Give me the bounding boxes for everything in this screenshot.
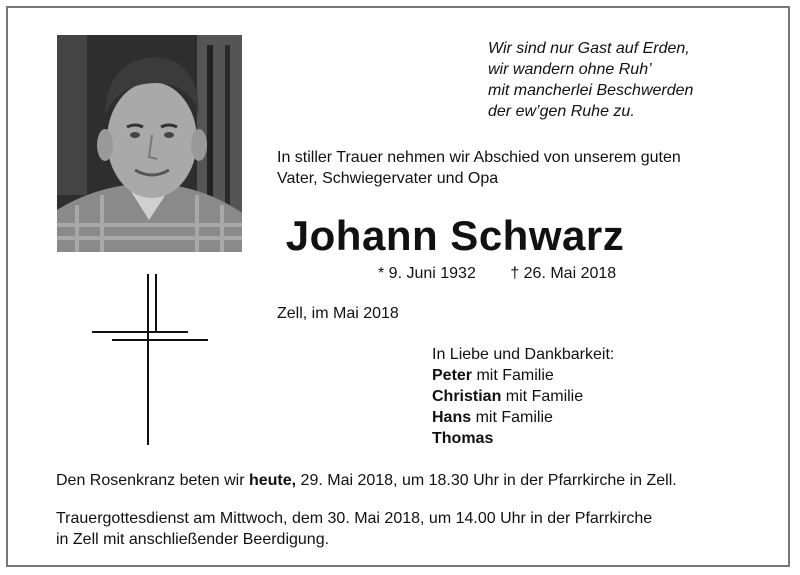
member-suffix: mit Familie [501, 388, 584, 405]
mourning-intro [277, 147, 757, 189]
member-name: Thomas [432, 430, 494, 447]
death-date: † 26. Mai 2018 [510, 265, 617, 282]
rosary-before: Den Rosenkranz beten wir [56, 472, 249, 489]
deceased-name: Johann Schwarz [285, 212, 625, 259]
poem-line: wir wandern ohne Ruh’ [488, 61, 652, 78]
member-name: Peter [432, 367, 473, 384]
family-member [432, 386, 614, 407]
member-name: Hans [432, 409, 472, 426]
family-member [432, 428, 614, 449]
family-heading: In Liebe und Dankbarkeit: [432, 346, 615, 363]
funeral-line: Trauergottesdienst am Mittwoch, dem 30. Mai 2018, um 14.00 Uhr in der Pfarrkirche [56, 510, 653, 527]
rosary-bold: heute, [248, 472, 297, 489]
poem-line: mit mancherlei Beschwerden [488, 82, 694, 99]
family-signatures [432, 344, 614, 449]
rosary-notice [56, 472, 677, 490]
member-suffix: mit Familie [471, 409, 553, 426]
poem [488, 38, 693, 122]
member-suffix: mit Familie [472, 367, 554, 384]
birth-date: * 9. Juni 1932 [378, 265, 476, 282]
family-member [432, 365, 614, 386]
life-dates [378, 265, 616, 283]
family-member [432, 407, 614, 428]
funeral-notice [56, 508, 756, 550]
poem-line: Wir sind nur Gast auf Erden, [488, 40, 690, 57]
place-date: Zell, im Mai 2018 [277, 305, 399, 322]
cross-icon [90, 272, 210, 447]
member-name: Christian [432, 388, 502, 405]
intro-line: In stiller Trauer nehmen wir Abschied von unserem guten [277, 149, 681, 166]
funeral-line: in Zell mit anschließender Beerdigung. [56, 531, 330, 548]
intro-line: Vater, Schwiegervater und Opa [277, 170, 499, 187]
rosary-after: 29. Mai 2018, um 18.30 Uhr in der Pfarrkirche in Zell. [296, 472, 677, 489]
poem-line: der ew’gen Ruhe zu. [488, 103, 635, 120]
